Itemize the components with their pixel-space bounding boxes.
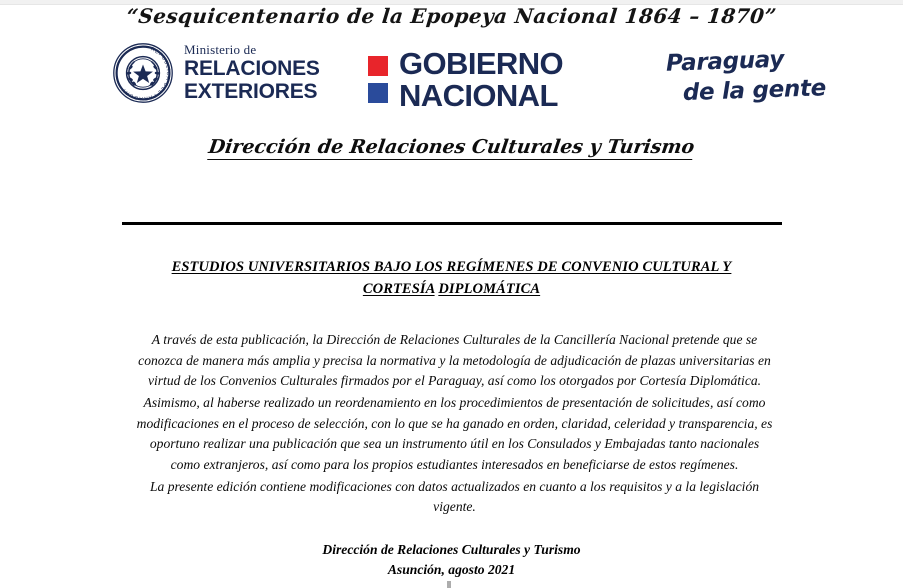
body-paragraph: A través de esta publicación, la Dirección de Relaciones Culturales de la Cancillería Nacional pretende que se conozca de manera más amplia y precisa la normativa y la metodología de adjudicación de plazas universitarias en virtud de los Convenios Culturales firmados por el Paraguay, así como los otorgados por Cortesía Diplomática. bbox=[138, 332, 771, 389]
paraguay-label-line2: de la gente bbox=[682, 75, 827, 107]
page-title-line2: DIPLOMÁTICA bbox=[438, 281, 541, 298]
document-body bbox=[136, 330, 773, 519]
commemorative-header-line: “Sesquicentenario de la Epopeya Nacional 1864 – 1870” bbox=[125, 4, 778, 28]
ministry-label-ministerio: Ministerio de bbox=[184, 41, 257, 57]
ministry-logo bbox=[112, 42, 320, 104]
svg-text:REPUBLICA DEL PARAGUAY: REPUBLICA DEL PARAGUAY bbox=[120, 46, 172, 102]
footer-signature: Dirección de Relaciones Culturales y Turismo bbox=[322, 542, 581, 557]
page-title-line1: ESTUDIOS UNIVERSITARIOS BAJO LOS REGÍMENES DE CONVENIO CULTURAL Y CORTESÍA bbox=[171, 259, 732, 298]
direccion-script-text: Dirección de Relaciones Culturales y Turismo bbox=[207, 136, 696, 158]
ministry-label-relaciones: RELACIONES bbox=[184, 56, 320, 80]
paraguay-coat-of-arms-seal-icon bbox=[112, 42, 174, 104]
gobierno-nacional-logo bbox=[368, 48, 563, 111]
blue-square-icon bbox=[368, 83, 388, 103]
logo-band bbox=[0, 40, 903, 122]
ministry-label-exteriores: EXTERIORES bbox=[184, 79, 318, 103]
horizontal-rule bbox=[122, 222, 782, 225]
gobierno-squares bbox=[368, 56, 388, 103]
ministry-wordmark bbox=[184, 43, 320, 103]
direccion-script-heading bbox=[0, 136, 903, 158]
clipped-text-artifact bbox=[447, 581, 451, 588]
gobierno-label-line2: NACIONAL bbox=[399, 77, 558, 113]
body-paragraph: Asimismo, al haberse realizado un reordenamiento en los procedimientos de presentación de solicitudes, así como modificaciones en el proceso de selección, con lo que se ha ganado en orden, claridad, celeridad y transparencia, es oportuno realizar una publicación que sea un instrumento útil en los Consulados y Embajadas tanto nacionales como extranjeros, así como para los propios estudiantes interesados en beneficiarse de estos regímenes. bbox=[136, 394, 773, 472]
footer-place-date: Asunción, agosto 2021 bbox=[387, 561, 516, 577]
gobierno-label-line1: GOBIERNO bbox=[399, 46, 563, 81]
body-paragraph: La presente edición contiene modificaciones con datos actualizados en cuanto a los requisitos y a la legislación vigente. bbox=[149, 478, 760, 515]
paraguay-de-la-gente-logo bbox=[660, 46, 830, 107]
gobierno-wordmark bbox=[399, 48, 563, 111]
document-footer bbox=[0, 540, 903, 579]
paraguay-label-line1: Paraguay bbox=[665, 46, 785, 77]
red-square-icon bbox=[368, 56, 388, 76]
page-title bbox=[140, 256, 763, 301]
